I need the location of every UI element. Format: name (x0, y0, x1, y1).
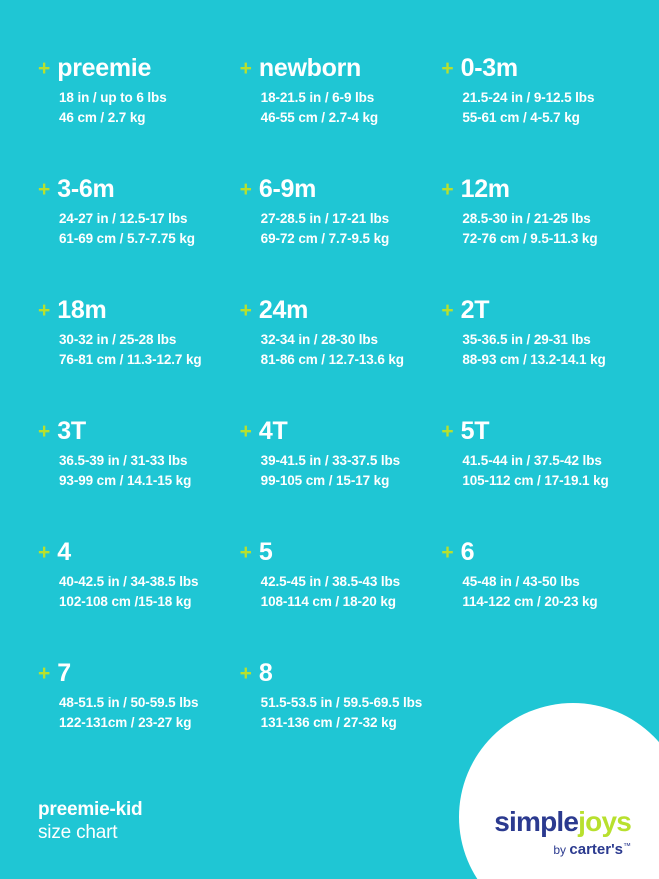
size-cell-12m (433, 177, 629, 298)
size-heading (441, 419, 629, 444)
size-heading (441, 56, 629, 81)
size-label: 4 (57, 538, 71, 566)
measurement-imperial: 21.5-24 in / 9-12.5 lbs (462, 90, 595, 105)
size-measurements (38, 330, 226, 369)
plus-icon: + (239, 541, 252, 564)
size-label: 6 (460, 538, 475, 566)
measurement-imperial: 18 in / up to 6 lbs (59, 90, 167, 105)
chart-title (38, 798, 142, 846)
size-measurements (38, 88, 226, 127)
brand-name-simple: simple (494, 806, 579, 837)
measurement-imperial: 40-42.5 in / 34-38.5 lbs (59, 574, 199, 589)
measurement-imperial: 48-51.5 in / 50-59.5 lbs (59, 695, 199, 710)
brand-byline-carters: carter's (569, 841, 623, 858)
plus-icon: + (441, 420, 454, 443)
size-label: 4T (258, 417, 288, 445)
size-heading (38, 298, 226, 323)
footer (0, 761, 659, 879)
plus-icon: + (239, 57, 252, 80)
size-cell-18m (30, 298, 226, 419)
measurement-imperial: 39-41.5 in / 33-37.5 lbs (260, 453, 401, 468)
size-label: 7 (57, 659, 71, 687)
size-heading (38, 56, 226, 81)
measurement-imperial: 32-34 in / 28-30 lbs (260, 332, 378, 347)
trademark-icon: ™ (623, 841, 631, 851)
size-measurements (38, 693, 226, 732)
measurement-imperial: 36.5-39 in / 31-33 lbs (59, 453, 188, 468)
plus-icon: + (441, 299, 454, 322)
size-measurements (441, 209, 629, 248)
plus-icon: + (441, 541, 454, 564)
plus-icon: + (38, 541, 51, 564)
size-label: 24m (258, 296, 309, 324)
size-label: 6-9m (258, 175, 317, 203)
measurement-metric: 102-108 cm /15-18 kg (59, 593, 192, 609)
plus-icon: + (441, 57, 454, 80)
size-heading (38, 177, 226, 202)
size-measurements (441, 572, 629, 611)
measurement-metric: 69-72 cm / 7.7-9.5 kg (260, 230, 390, 246)
plus-icon: + (38, 420, 51, 443)
size-cell-3t (30, 419, 226, 540)
size-measurements (441, 451, 629, 490)
plus-icon: + (38, 662, 51, 685)
size-heading (240, 661, 428, 686)
size-label: 2T (460, 296, 490, 324)
size-cell-4 (30, 540, 226, 661)
measurement-imperial: 18-21.5 in / 6-9 lbs (260, 90, 375, 105)
size-cell-6 (433, 540, 629, 661)
measurement-metric: 46-55 cm / 2.7-4 kg (260, 109, 379, 125)
size-heading (38, 540, 226, 565)
size-measurements (441, 88, 629, 127)
plus-icon: + (239, 420, 252, 443)
measurement-imperial: 45-48 in / 43-50 lbs (462, 574, 580, 589)
size-label: 3T (57, 417, 86, 445)
size-measurements (240, 330, 428, 369)
measurement-metric: 122-131cm / 23-27 kg (59, 714, 192, 730)
measurement-imperial: 30-32 in / 25-28 lbs (59, 332, 177, 347)
measurement-imperial: 28.5-30 in / 21-25 lbs (462, 211, 591, 226)
size-cell-4t (232, 419, 428, 540)
size-label: newborn (258, 54, 361, 82)
plus-icon: + (38, 299, 51, 322)
brand-byline-by: by (553, 843, 570, 857)
measurement-metric: 46 cm / 2.7 kg (59, 109, 146, 125)
size-measurements (38, 451, 226, 490)
size-measurements (240, 572, 428, 611)
plus-icon: + (239, 299, 252, 322)
measurement-imperial: 41.5-44 in / 37.5-42 lbs (462, 453, 602, 468)
measurement-metric: 88-93 cm / 13.2-14.1 kg (462, 351, 606, 367)
measurement-imperial: 27-28.5 in / 17-21 lbs (260, 211, 390, 226)
measurement-metric: 61-69 cm / 5.7-7.75 kg (59, 230, 195, 246)
measurement-metric: 93-99 cm / 14.1-15 kg (59, 472, 192, 488)
size-label: 0-3m (460, 54, 518, 82)
size-label: 5T (460, 417, 490, 445)
size-label: 12m (460, 175, 510, 203)
size-cell-6-9m (232, 177, 428, 298)
size-cell-preemie (30, 56, 226, 177)
size-cell-2t (433, 298, 629, 419)
size-measurements (240, 88, 428, 127)
measurement-metric: 72-76 cm / 9.5-11.3 kg (462, 230, 598, 246)
measurement-imperial: 35-36.5 in / 29-31 lbs (462, 332, 591, 347)
brand-byline (494, 842, 631, 857)
size-heading (441, 540, 629, 565)
measurement-imperial: 42.5-45 in / 38.5-43 lbs (260, 574, 401, 589)
size-heading (441, 298, 629, 323)
size-measurements (441, 330, 629, 369)
size-label: 3-6m (57, 175, 115, 203)
size-cell-3-6m (30, 177, 226, 298)
size-heading (240, 177, 428, 202)
size-label: 8 (258, 659, 273, 687)
size-measurements (240, 693, 428, 732)
measurement-metric: 131-136 cm / 27-32 kg (260, 714, 397, 730)
measurement-imperial: 51.5-53.5 in / 59.5-69.5 lbs (260, 695, 423, 710)
chart-title-line1: preemie-kid (38, 798, 143, 820)
brand-logo (494, 808, 631, 857)
size-cell-5 (232, 540, 428, 661)
size-cell-24m (232, 298, 428, 419)
plus-icon: + (38, 57, 51, 80)
plus-icon: + (239, 178, 252, 201)
size-heading (240, 419, 428, 444)
measurement-imperial: 24-27 in / 12.5-17 lbs (59, 211, 188, 226)
chart-title-line2: size chart (38, 822, 118, 844)
size-label: 18m (57, 296, 107, 324)
size-heading (38, 419, 226, 444)
brand-name-joys: joys (578, 806, 631, 837)
measurement-metric: 105-112 cm / 17-19.1 kg (462, 472, 609, 488)
size-measurements (38, 209, 226, 248)
size-heading (240, 56, 428, 81)
size-heading (38, 661, 226, 686)
measurement-metric: 99-105 cm / 15-17 kg (260, 472, 390, 488)
size-label: preemie (57, 54, 152, 82)
size-heading (441, 177, 629, 202)
measurement-metric: 81-86 cm / 12.7-13.6 kg (260, 351, 404, 367)
measurement-metric: 55-61 cm / 4-5.7 kg (462, 109, 580, 125)
plus-icon: + (38, 178, 51, 201)
size-heading (240, 540, 428, 565)
plus-icon: + (239, 662, 252, 685)
brand-name (494, 808, 631, 836)
size-cell-0-3m (433, 56, 629, 177)
plus-icon: + (441, 178, 454, 201)
size-measurements (240, 451, 428, 490)
size-measurements (240, 209, 428, 248)
size-cell-5t (433, 419, 629, 540)
measurement-metric: 108-114 cm / 18-20 kg (260, 593, 396, 609)
size-measurements (38, 572, 226, 611)
size-label: 5 (258, 538, 273, 566)
size-heading (240, 298, 428, 323)
size-cell-newborn (232, 56, 428, 177)
measurement-metric: 114-122 cm / 20-23 kg (462, 593, 598, 609)
measurement-metric: 76-81 cm / 11.3-12.7 kg (59, 351, 202, 367)
